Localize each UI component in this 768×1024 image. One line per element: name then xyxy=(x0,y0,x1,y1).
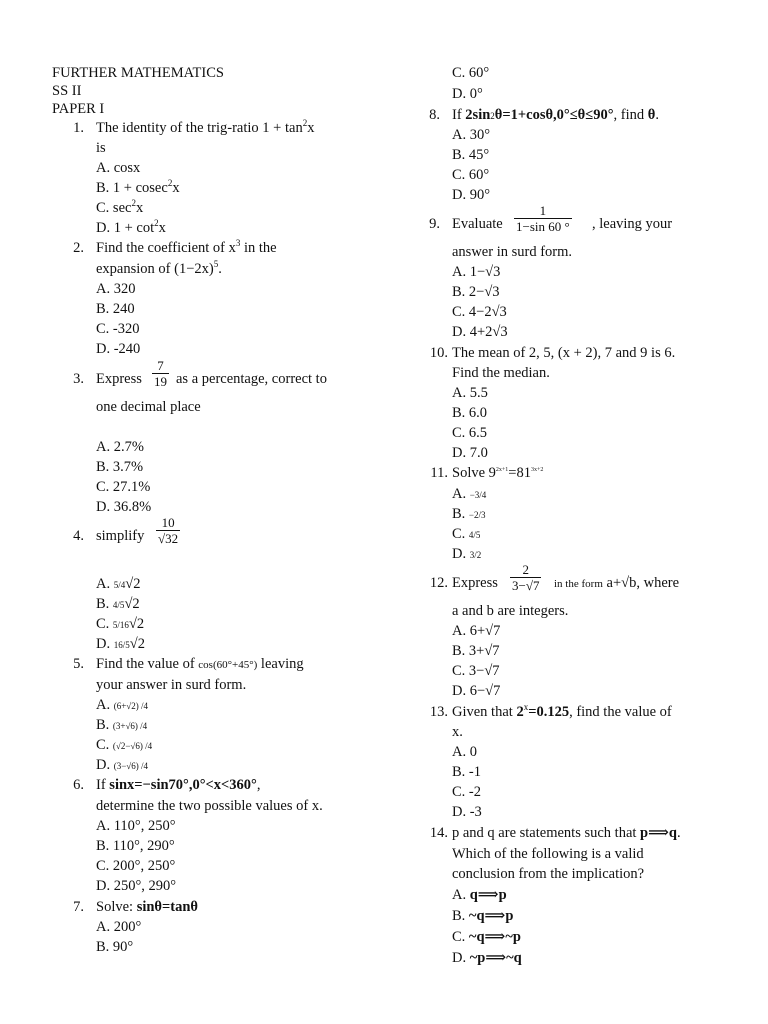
option-d: D. 90° xyxy=(452,187,491,203)
question-text: The identity of the trig-ratio $1 + \tan^2x$ xyxy=(96,118,315,136)
option-c: C. 27.1% xyxy=(96,479,151,495)
option-d: D. 4+2√3 xyxy=(452,324,508,340)
option-c: C. -2 xyxy=(452,784,481,800)
question-number: 3. xyxy=(73,371,84,387)
option-c: C. 60° xyxy=(452,65,490,81)
question-number: 9. xyxy=(429,216,440,232)
question-text: Find the value of cos(60°+45°) leaving xyxy=(96,656,304,672)
option-b: B. 45° xyxy=(452,147,490,163)
question-number: 6. xyxy=(73,777,84,793)
option-d: D. $1 + \cot^2x$ xyxy=(96,218,166,236)
question-text: Express xyxy=(452,575,498,591)
question-text-cont: answer in surd form. xyxy=(452,244,573,260)
question-text: in the form a+√b, where xyxy=(554,575,680,591)
option-d: D. -3 xyxy=(452,804,482,820)
question-text: The mean of 2, 5, (x + 2), 7 and 9 is 6. xyxy=(452,345,676,361)
question-text-cont: is xyxy=(96,140,106,156)
option-d: D. ~p⟹~q xyxy=(452,950,522,966)
question-text: If sinx=−sin70°,0°<x<360°, xyxy=(96,777,261,793)
option-a: A. −3/4 xyxy=(452,486,487,502)
question-text: Given that $2^x=0.125$, find the value of xyxy=(452,702,672,720)
option-d: D. 36.8% xyxy=(96,499,152,515)
option-b: B. 110°, 290° xyxy=(96,838,175,854)
option-d: D. -240 xyxy=(96,341,141,357)
option-b: B. (3+√6) /4 xyxy=(96,717,148,733)
option-c: C. $\sec^2x$ xyxy=(96,198,144,216)
option-d: D. 16/5√2 xyxy=(96,636,145,652)
option-d: D. 6−√7 xyxy=(452,683,501,699)
question-text: Find the coefficient of $x^3$ in the xyxy=(96,238,277,256)
question-number: 13. xyxy=(429,704,448,720)
option-c: C. -320 xyxy=(96,321,140,337)
option-a: A. 1−√3 xyxy=(452,264,501,280)
question-number: 4. xyxy=(73,528,84,544)
option-a: A. 5.5 xyxy=(452,385,488,401)
option-b: B. -1 xyxy=(452,764,481,780)
option-a: A. cosx xyxy=(96,160,141,176)
option-d: D. 250°, 290° xyxy=(96,878,177,894)
question-number: 12. xyxy=(429,575,448,591)
option-a: A. 320 xyxy=(96,281,136,297)
question-text: , leaving your xyxy=(592,216,673,232)
option-c: C. ~q⟹~p xyxy=(452,929,521,945)
question-number: 14. xyxy=(429,825,448,841)
option-b: B. 90° xyxy=(96,939,134,955)
class-label: SS II xyxy=(52,83,82,99)
option-a: A. 5/4√2 xyxy=(96,576,141,592)
question-text-cont: expansion of $(1-2x)^5$. xyxy=(96,259,222,277)
fraction: $\frac{1}{1-\sin 60 ^\circ}$ xyxy=(516,203,570,234)
question-text: Evaluate xyxy=(452,216,503,232)
option-b: B. 1 + cosec$^2$x xyxy=(96,178,180,196)
question-number: 10. xyxy=(429,345,448,361)
question-number: 2. xyxy=(73,240,84,256)
question-text-cont: a and b are integers. xyxy=(452,603,569,619)
question-text-cont: conclusion from the implication? xyxy=(452,866,645,882)
option-b: B. 3+√7 xyxy=(452,643,500,659)
option-a: A. 110°, 250° xyxy=(96,818,176,834)
option-b: B. ~q⟹p xyxy=(452,908,514,924)
option-b: B. 4/5√2 xyxy=(96,596,140,612)
question-number: 7. xyxy=(73,899,84,915)
option-c: C. 4−2√3 xyxy=(452,304,507,320)
question-text-cont: Which of the following is a valid xyxy=(452,846,644,862)
question-number: 8. xyxy=(429,107,440,123)
option-a: A. (6+√2) /4 xyxy=(96,697,148,713)
fraction: $\frac{10}{√32}$ xyxy=(158,515,179,546)
option-b: B. 240 xyxy=(96,301,135,317)
fraction: $\frac{2}{3-√7}$ xyxy=(512,562,540,593)
option-c: C. 200°, 250° xyxy=(96,858,176,874)
question-text-cont: Find the median. xyxy=(452,365,550,381)
option-b: B. 2−√3 xyxy=(452,284,500,300)
option-b: B. −2/3 xyxy=(452,506,486,522)
option-a: A. 0 xyxy=(452,744,477,760)
paper-label: PAPER I xyxy=(52,101,105,117)
question-text: Solve $9^{2x+1}=81^{3x+2}$ xyxy=(452,465,544,481)
option-a: A. 30° xyxy=(452,127,491,143)
option-a: A. 2.7% xyxy=(96,439,144,455)
question-text: simplify xyxy=(96,528,145,544)
option-c: C. (√2−√6) /4 xyxy=(96,737,153,753)
question-text: Express xyxy=(96,371,142,387)
option-d: D. (3−√6) /4 xyxy=(96,757,148,773)
option-a: A. 200° xyxy=(96,919,142,935)
subject-title: FURTHER MATHEMATICS xyxy=(52,65,224,81)
question-text: If 2sin2θ=1+cosθ,0°≤θ≤90°, find θ. xyxy=(452,107,659,123)
question-text-cont: one decimal place xyxy=(96,399,201,415)
option-c: C. 3−√7 xyxy=(452,663,500,679)
option-c: C. 60° xyxy=(452,167,490,183)
question-text: as a percentage, correct to xyxy=(176,371,327,387)
option-b: B. 3.7% xyxy=(96,459,144,475)
option-d: D. 7.0 xyxy=(452,445,488,461)
question-text: p and q are statements such that p⟹q. xyxy=(452,825,681,841)
option-a: A. q⟹p xyxy=(452,887,507,903)
question-text: Solve: sinθ=tanθ xyxy=(96,899,198,915)
question-text-cont: determine the two possible values of x. xyxy=(96,798,323,814)
question-text-cont: x. xyxy=(452,724,463,740)
option-c: C. 5/16√2 xyxy=(96,616,145,632)
fraction: $\frac{7}{19}$ xyxy=(154,358,167,389)
option-c: C. 6.5 xyxy=(452,425,488,441)
question-text-cont: your answer in surd form. xyxy=(96,677,247,693)
option-d: D. 0° xyxy=(452,86,483,102)
option-a: A. 6+√7 xyxy=(452,623,501,639)
question-number: 11. xyxy=(430,465,448,481)
question-number: 1. xyxy=(73,120,84,136)
option-b: B. 6.0 xyxy=(452,405,488,421)
option-c: C. 4/5 xyxy=(452,526,481,542)
option-d: D. 3/2 xyxy=(452,546,482,562)
question-number: 5. xyxy=(73,656,84,672)
